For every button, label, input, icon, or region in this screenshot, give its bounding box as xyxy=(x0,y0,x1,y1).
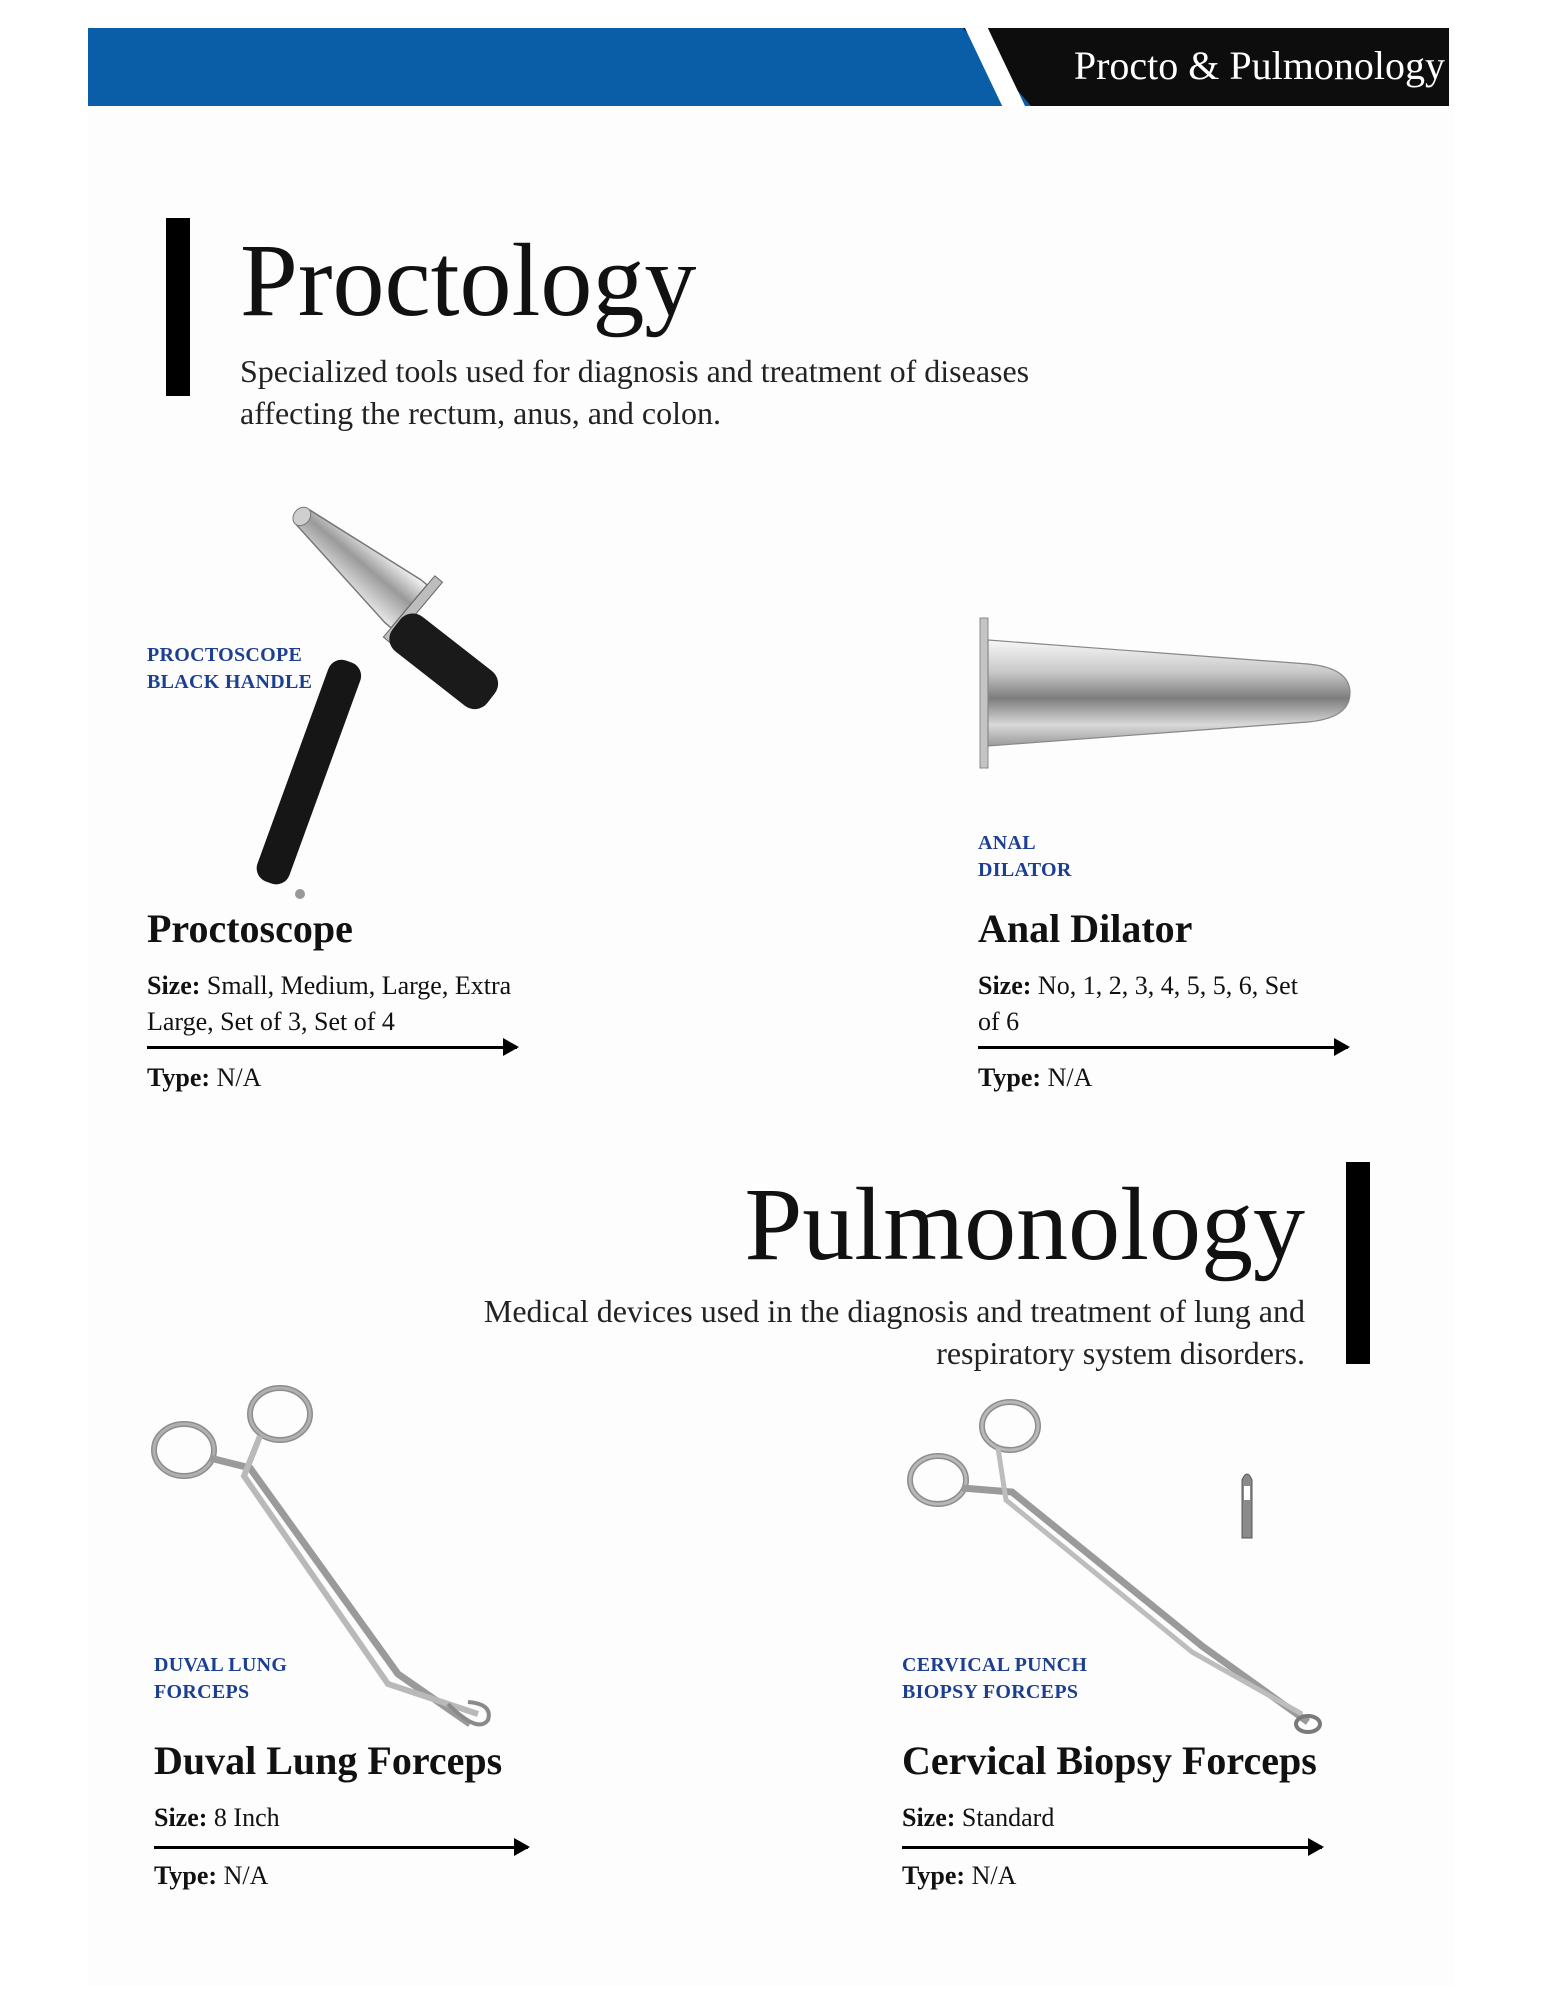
anal-dilator-type-value: N/A xyxy=(1047,1063,1093,1092)
proctoscope-name: Proctoscope xyxy=(147,906,353,951)
header-section-label: Procto & Pulmonology xyxy=(1073,43,1445,88)
header-blue-band xyxy=(88,28,1038,106)
anal-dilator-image xyxy=(978,618,1350,768)
proctoscope-type-label: Type: xyxy=(147,1063,211,1092)
cervical-biopsy-forceps-type-label: Type: xyxy=(902,1861,966,1890)
cervical-biopsy-forceps-type-value: N/A xyxy=(971,1861,1017,1890)
duval-lung-forceps-size xyxy=(154,1800,280,1836)
proctology-accent-bar xyxy=(166,218,190,396)
proctoscope-size xyxy=(147,968,577,1040)
pulmonology-title: Pulmonology xyxy=(744,1167,1305,1282)
cervical-biopsy-forceps-size-value: Standard xyxy=(961,1803,1055,1832)
anal-dilator-size xyxy=(978,968,1298,1040)
anal-dilator-size-label: Size: xyxy=(978,971,1032,1000)
duval-lung-forceps-type-label: Type: xyxy=(154,1861,218,1890)
proctoscope-type xyxy=(147,1060,261,1096)
duval-lung-forceps-tag xyxy=(154,1652,287,1706)
anal-dilator-tag-line1: ANAL xyxy=(978,832,1036,854)
duval-lung-forceps-tag-line2: FORCEPS xyxy=(154,1681,250,1703)
proctology-title: Proctology xyxy=(240,223,697,338)
proctoscope-type-value: N/A xyxy=(216,1063,262,1092)
duval-lung-forceps-size-value: 8 Inch xyxy=(213,1803,280,1832)
pulmonology-description-line2: respiratory system disorders. xyxy=(936,1335,1305,1371)
pulmonology-accent-bar xyxy=(1346,1162,1370,1364)
pulmonology-description-line1: Medical devices used in the diagnosis and treatment of lung and xyxy=(483,1293,1305,1329)
proctology-description-line1: Specialized tools used for diagnosis and treatment of diseases xyxy=(240,353,1030,389)
cervical-biopsy-forceps-size xyxy=(902,1800,1054,1836)
anal-dilator-tag xyxy=(978,830,1072,884)
cervical-biopsy-forceps-arrow xyxy=(902,1846,1322,1849)
cervical-biopsy-forceps-name: Cervical Biopsy Forceps xyxy=(902,1738,1317,1783)
proctoscope-tag-line2: BLACK HANDLE xyxy=(147,671,313,693)
anal-dilator-type xyxy=(978,1060,1092,1096)
proctoscope-image xyxy=(260,512,550,902)
anal-dilator-type-label: Type: xyxy=(978,1063,1042,1092)
anal-dilator-arrow xyxy=(978,1046,1348,1049)
anal-dilator-name: Anal Dilator xyxy=(978,906,1193,951)
duval-lung-forceps-tag-line1: DUVAL LUNG xyxy=(154,1654,288,1676)
duval-lung-forceps-size-label: Size: xyxy=(154,1803,208,1832)
forceps-tip-detail-image xyxy=(1236,1468,1258,1538)
duval-lung-forceps-name: Duval Lung Forceps xyxy=(154,1738,503,1783)
proctoscope-tag xyxy=(147,642,312,696)
proctoscope-size-label: Size: xyxy=(147,971,201,1000)
cervical-biopsy-forceps-type xyxy=(902,1858,1016,1894)
proctology-description xyxy=(240,350,1140,434)
pulmonology-description xyxy=(305,1290,1305,1374)
duval-lung-forceps-arrow xyxy=(154,1846,528,1849)
anal-dilator-size-value: No, 1, 2, 3, 4, 5, 5, 6, Set of 6 xyxy=(978,971,1298,1036)
proctoscope-tag-line1: PROCTOSCOPE xyxy=(147,644,303,666)
proctology-description-line2: affecting the rectum, anus, and colon. xyxy=(240,395,722,431)
duval-lung-forceps-type xyxy=(154,1858,268,1894)
proctoscope-arrow xyxy=(147,1046,517,1049)
cervical-biopsy-forceps-size-label: Size: xyxy=(902,1803,956,1832)
cervical-biopsy-forceps-tag xyxy=(902,1652,1087,1706)
cervical-biopsy-forceps-tag-line1: CERVICAL PUNCH xyxy=(902,1654,1088,1676)
proctoscope-size-value: Small, Medium, Large, Extra Large, Set of 3, Set of 4 xyxy=(147,971,512,1036)
duval-lung-forceps-type-value: N/A xyxy=(223,1861,269,1890)
anal-dilator-tag-line2: DILATOR xyxy=(978,859,1072,881)
cervical-biopsy-forceps-tag-line2: BIOPSY FORCEPS xyxy=(902,1681,1079,1703)
